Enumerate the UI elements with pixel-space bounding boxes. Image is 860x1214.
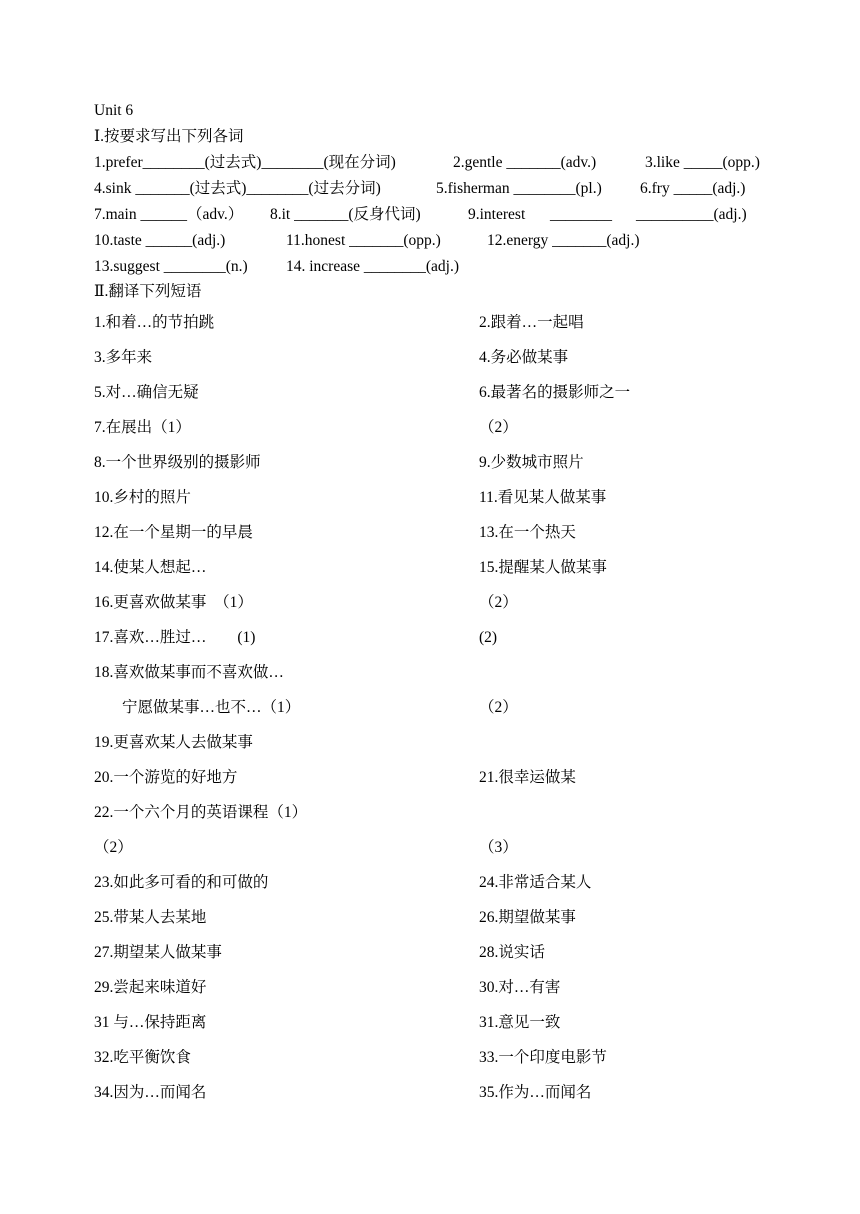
phrase-right: 15.提醒某人做某事 xyxy=(479,559,607,576)
phrase-list xyxy=(94,305,794,1110)
phrase-right: 33.一个印度电影节 xyxy=(479,1049,607,1066)
phrase-left: 1.和着…的节拍跳 xyxy=(94,314,215,331)
exercise-item: ________ xyxy=(550,206,612,223)
exercise-item: 8.it _______(反身代词) xyxy=(270,206,421,223)
header-block xyxy=(94,98,794,150)
phrase-right: 13.在一个热天 xyxy=(479,524,576,541)
exercise-item: 4.sink _______(过去式)________(过去分词) xyxy=(94,180,381,197)
phrase-left: 32.吃平衡饮食 xyxy=(94,1049,191,1066)
phrase-row xyxy=(94,795,794,830)
phrase-left: 3.多年来 xyxy=(94,349,153,366)
phrase-right: 4.务必做某事 xyxy=(479,349,569,366)
phrase-left: 31 与…保持距离 xyxy=(94,1014,207,1031)
phrase-left: 14.使某人想起… xyxy=(94,559,207,576)
exercise-item: 5.fisherman ________(pl.) xyxy=(436,180,602,197)
phrase-row xyxy=(94,620,794,655)
phrase-row xyxy=(94,445,794,480)
phrase-row xyxy=(94,970,794,1005)
exercise-item: 7.main ______（adv.） xyxy=(94,206,244,223)
phrase-right: （2） xyxy=(479,419,518,436)
phrase-left: 27.期望某人做某事 xyxy=(94,944,222,961)
phrase-left: 16.更喜欢做某事 （1） xyxy=(94,594,253,611)
phrase-row xyxy=(94,865,794,900)
exercise-row xyxy=(94,150,794,176)
exercise-item: 12.energy _______(adj.) xyxy=(487,232,640,249)
phrase-row xyxy=(94,935,794,970)
phrase-right: 30.对…有害 xyxy=(479,979,561,996)
word-exercises xyxy=(94,150,794,280)
exercise-item: 9.interest xyxy=(468,206,526,223)
exercise-item: 14. increase ________(adj.) xyxy=(286,258,460,275)
phrase-left: （2） xyxy=(94,839,133,856)
phrase-right: 2.跟着…一起唱 xyxy=(479,314,584,331)
phrase-left: 23.如此多可看的和可做的 xyxy=(94,874,269,891)
phrase-left: 20.一个游览的好地方 xyxy=(94,769,238,786)
exercise-item: 13.suggest ________(n.) xyxy=(94,258,248,275)
phrase-row xyxy=(94,655,794,690)
exercise-item: 11.honest _______(opp.) xyxy=(286,232,441,249)
exercise-row xyxy=(94,202,794,228)
exercise-item: 3.like _____(opp.) xyxy=(645,154,760,171)
phrase-left: 10.乡村的照片 xyxy=(94,489,191,506)
exercise-item: 2.gentle _______(adv.) xyxy=(453,154,597,171)
phrase-right: 35.作为…而闻名 xyxy=(479,1084,592,1101)
phrase-left: 7.在展出（1） xyxy=(94,419,191,436)
phrase-right: 26.期望做某事 xyxy=(479,909,576,926)
unit-title: Unit 6 xyxy=(94,102,134,119)
phrase-row xyxy=(94,375,794,410)
phrase-row xyxy=(94,1005,794,1040)
phrase-row xyxy=(94,305,794,340)
phrase-right: 21.很幸运做某 xyxy=(479,769,576,786)
phrase-row xyxy=(94,900,794,935)
phrase-right: 11.看见某人做某事 xyxy=(479,489,607,506)
phrase-row xyxy=(94,830,794,865)
phrase-left: 25.带某人去某地 xyxy=(94,909,207,926)
exercise-item: 6.fry _____(adj.) xyxy=(640,180,746,197)
phrase-row xyxy=(94,690,794,725)
phrase-row xyxy=(94,585,794,620)
phrase-left: 宁愿做某事…也不…（1） xyxy=(122,699,301,716)
phrase-left: 18.喜欢做某事而不喜欢做… xyxy=(94,664,284,681)
exercise-item: 1.prefer________(过去式)________(现在分词) xyxy=(94,154,396,171)
phrase-row xyxy=(94,760,794,795)
phrase-left: 5.对…确信无疑 xyxy=(94,384,199,401)
phrase-left: 17.喜欢…胜过… (1) xyxy=(94,629,256,646)
phrase-right: 6.最著名的摄影师之一 xyxy=(479,384,631,401)
phrase-right: 31.意见一致 xyxy=(479,1014,561,1031)
phrase-row xyxy=(94,725,794,760)
phrase-row xyxy=(94,480,794,515)
phrase-right: 24.非常适合某人 xyxy=(479,874,592,891)
phrase-row xyxy=(94,410,794,445)
phrase-row xyxy=(94,515,794,550)
phrase-row xyxy=(94,340,794,375)
phrase-row xyxy=(94,1075,794,1110)
phrase-left: 8.一个世界级别的摄影师 xyxy=(94,454,261,471)
exercise-item: __________(adj.) xyxy=(636,206,747,223)
exercise-row xyxy=(94,176,794,202)
phrase-row xyxy=(94,550,794,585)
phrase-left: 12.在一个星期一的早晨 xyxy=(94,524,253,541)
phrase-right: （2） xyxy=(479,699,518,716)
phrase-right: （3） xyxy=(479,839,518,856)
section1-heading: Ⅰ.按要求写出下列各词 xyxy=(94,128,244,145)
phrase-row xyxy=(94,1040,794,1075)
phrase-left: 19.更喜欢某人去做某事 xyxy=(94,734,253,751)
exercise-item: 10.taste ______(adj.) xyxy=(94,232,226,249)
phrase-left: 29.尝起来味道好 xyxy=(94,979,207,996)
phrase-right: (2) xyxy=(479,629,498,646)
section2-heading: Ⅱ.翻译下列短语 xyxy=(94,283,202,300)
exercise-row xyxy=(94,228,794,254)
phrase-left: 22.一个六个月的英语课程（1） xyxy=(94,804,308,821)
phrase-right: （2） xyxy=(479,594,518,611)
phrase-right: 9.少数城市照片 xyxy=(479,454,584,471)
exercise-row xyxy=(94,254,794,280)
phrase-right: 28.说实话 xyxy=(479,944,545,961)
phrase-left: 34.因为…而闻名 xyxy=(94,1084,207,1101)
